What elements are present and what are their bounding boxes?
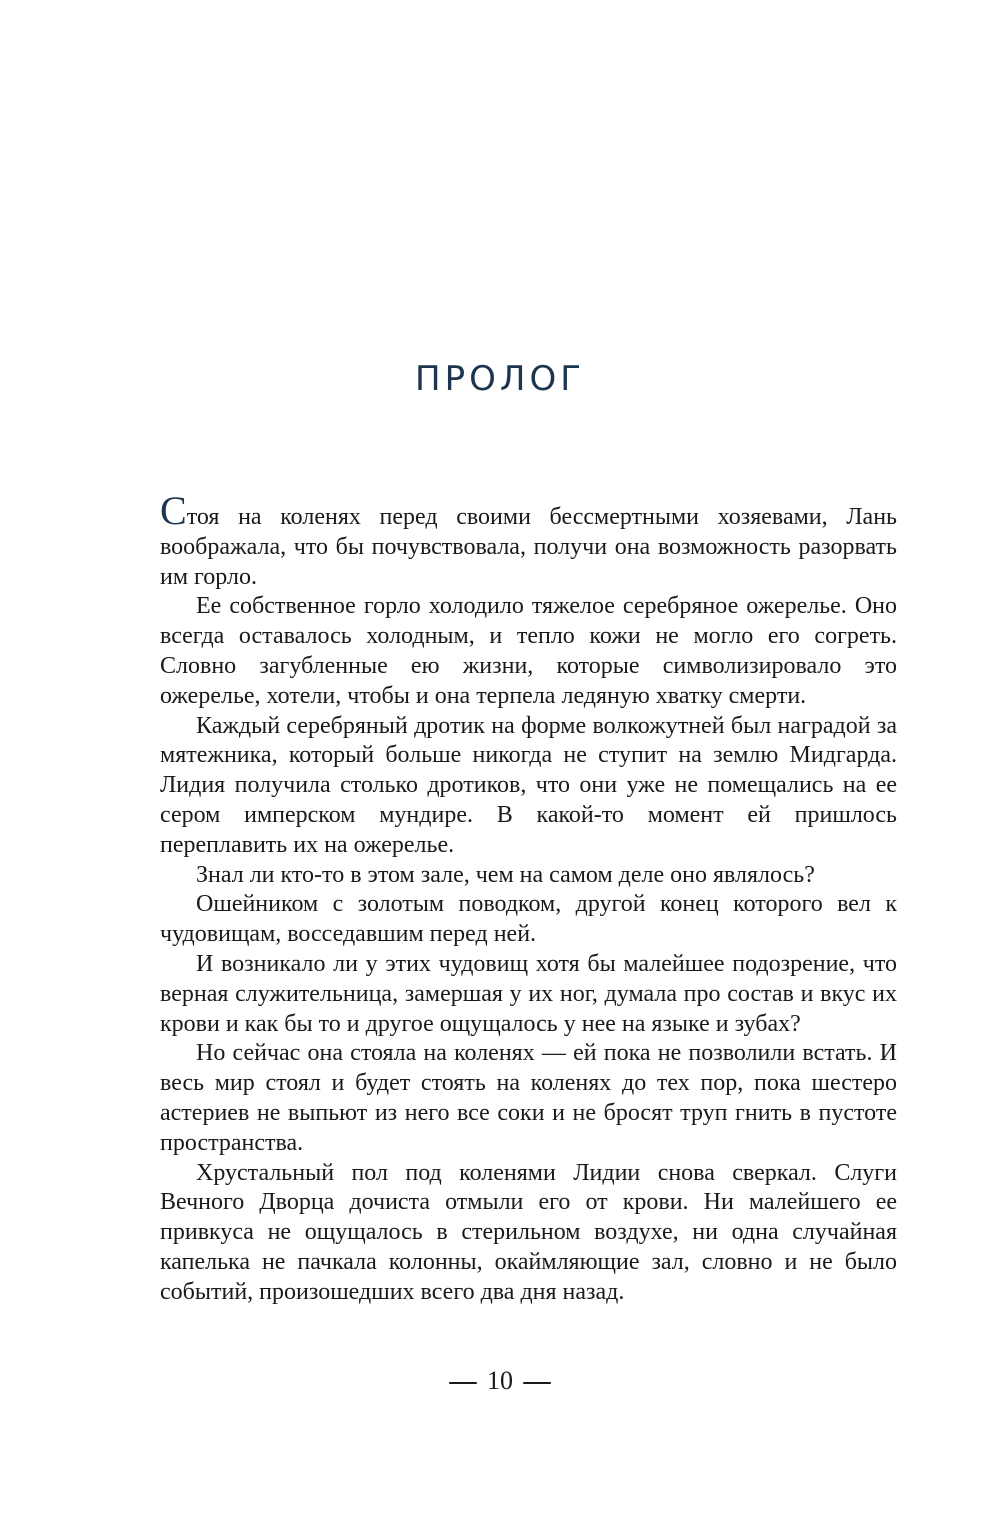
body-text (160, 488, 897, 1308)
page-footer (0, 1366, 1000, 1396)
page-number: 10 (487, 1366, 513, 1395)
left-dash-ornament (449, 1382, 477, 1384)
paragraph: Хрустальный пол под коленями Лидии снова сверкал. Слуги Вечного Дворца дочиста отмыли его от крови. Ни малейшего ее привкуса не ощущалось в стерильном воздухе, ни одна случайная капелька не пачкала колонны, окаймляющие зал, словно и не было событий, произошедших всего два дня назад. (160, 1159, 897, 1305)
paragraph: Ошейником с золотым поводком, другой конец которого вел к чудовищам, восседавшим перед ней. (160, 891, 897, 948)
paragraph: И возникало ли у этих чудовищ хотя бы малейшее подозрение, что верная служительница, замершая у их ног, думала про состав и вкус их крови и как бы то и другое ощущалось у нее на языке и зубах? (160, 950, 897, 1037)
paragraph: Ее собственное горло холодило тяжелое серебряное ожерелье. Оно всегда оставалось холодным, и тепло кожи не могло его согреть. Словно загубленные ею жизни, которые символизировало это ожерелье, хотели, чтобы и она терпела ледяную хватку смерти. (160, 593, 897, 709)
paragraph: Знал ли кто-то в этом зале, чем на самом деле оно являлось? (196, 861, 815, 888)
paragraph-text: тоя на коленях перед своими бессмертными хозяевами, Лань воображала, что бы почувствовала, получи она возможность разорвать им горло. (160, 504, 897, 590)
paragraph: Но сейчас она стояла на коленях — ей пока не позволили встать. И весь мир стоял и будет стоять на коленях до тех пор, пока шестеро астериев не выпьют из него все соки и не бросят труп гнить в пустоте пространства. (160, 1040, 897, 1156)
paragraph (160, 488, 897, 592)
chapter-title: ПРОЛОГ (415, 358, 585, 399)
paragraph: Каждый серебряный дротик на форме волкожутней был наградой за мятежника, который больше никогда не ступит на землю Мидгарда. Лидия получила столько дротиков, что они уже не помещались на ее сером имперском мундире. В какой-то момент ей пришлось переплавить их на ожерелье. (160, 712, 897, 858)
right-dash-ornament (523, 1382, 551, 1384)
drop-cap: С (160, 488, 187, 533)
